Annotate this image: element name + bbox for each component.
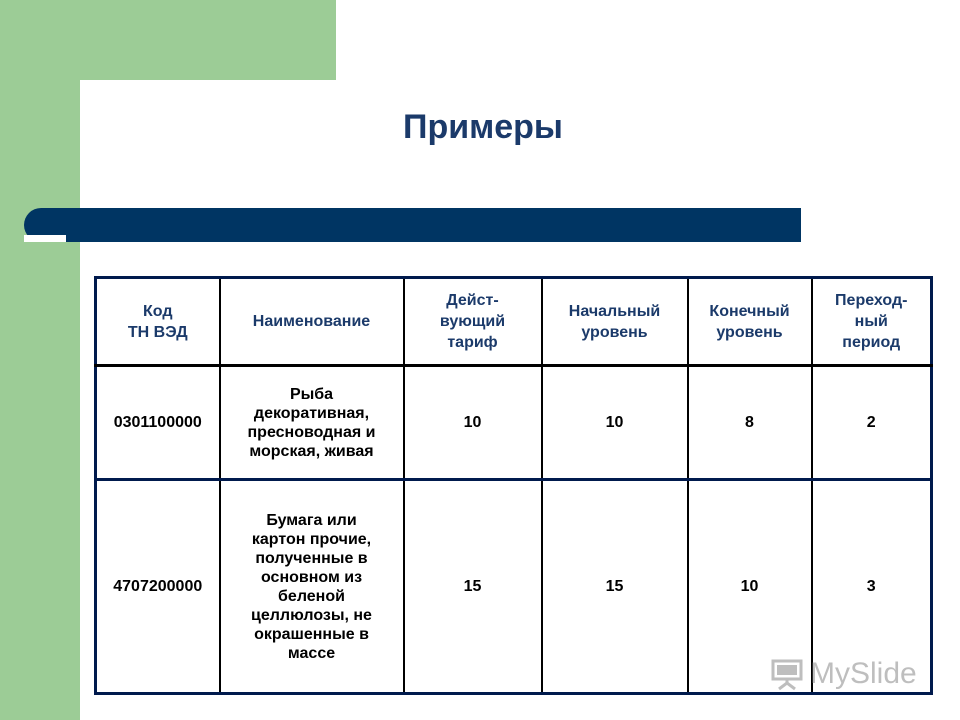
header-current-tariff: Дейст- вующий тариф — [404, 278, 542, 366]
header-final-level: Конечный уровень — [688, 278, 812, 366]
cell-transition-period: 3 — [812, 480, 932, 694]
cell-name: Бумага или картон прочие, полученные в основном из беленой целлюлозы, не окрашенные в массе — [220, 480, 404, 694]
cell-transition-period: 2 — [812, 366, 932, 480]
cell-name: Рыба декоративная, пресноводная и морская, живая — [220, 366, 404, 480]
table-row — [96, 366, 932, 480]
cell-initial-level: 10 — [542, 366, 688, 480]
title-divider-notch — [24, 235, 66, 242]
header-name: Наименование — [220, 278, 404, 366]
cell-initial-level: 15 — [542, 480, 688, 694]
tariff-table — [94, 276, 933, 695]
title-divider-bar — [24, 208, 801, 242]
background-green-top — [0, 0, 336, 80]
cell-current-tariff: 15 — [404, 480, 542, 694]
table-header-row — [96, 278, 932, 366]
cell-final-level: 10 — [688, 480, 812, 694]
header-code: Код ТН ВЭД — [96, 278, 220, 366]
header-initial-level: Начальный уровень — [542, 278, 688, 366]
cell-current-tariff: 10 — [404, 366, 542, 480]
header-transition-period: Переход- ный период — [812, 278, 932, 366]
cell-code: 0301100000 — [96, 366, 220, 480]
presentation-board-icon — [770, 657, 804, 691]
slide-title: Примеры — [403, 108, 563, 146]
watermark-text: MySlide — [810, 657, 917, 690]
cell-final-level: 8 — [688, 366, 812, 480]
cell-code: 4707200000 — [96, 480, 220, 694]
watermark-logo — [770, 656, 917, 692]
